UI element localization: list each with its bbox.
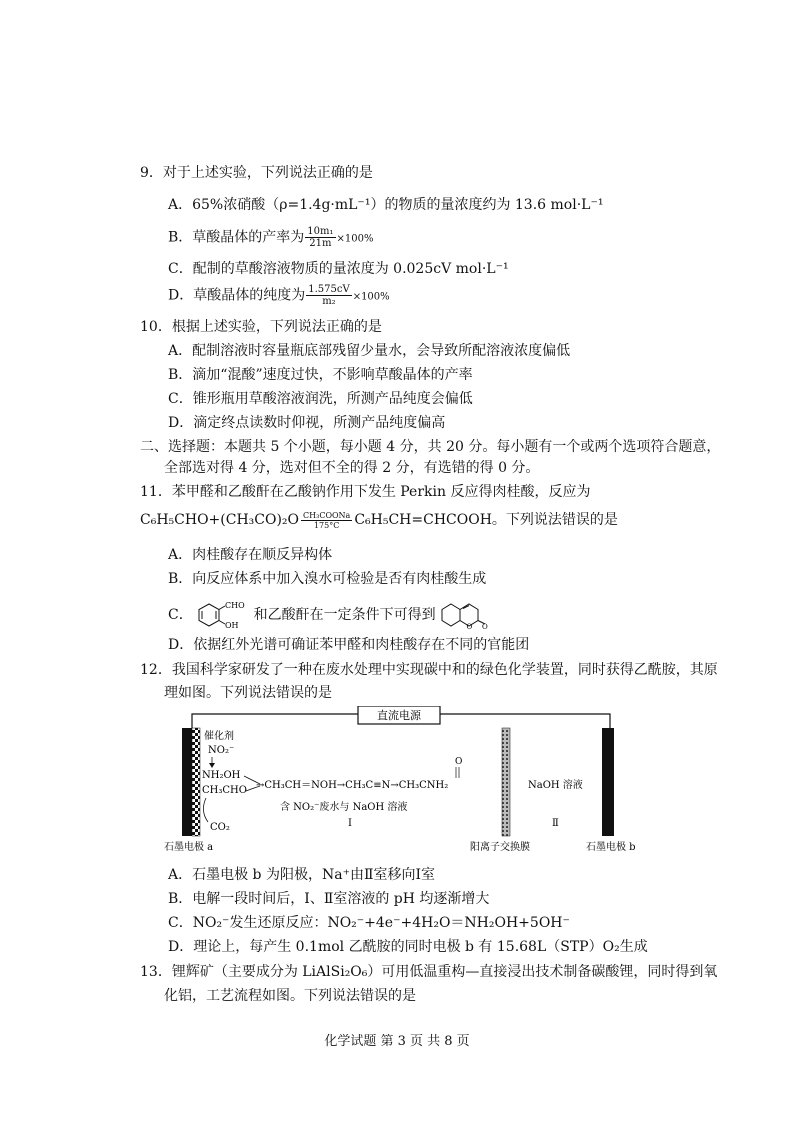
- q9-option-b-denominator: 21m: [309, 238, 332, 249]
- q9-option-d-fraction: [306, 284, 351, 307]
- membrane-label: 阳离子交换膜: [470, 842, 530, 853]
- cation-exchange-membrane: [502, 728, 510, 836]
- q9-option-a: A．65%浓硝酸（ρ=1.4g·mL⁻¹）的物质的量浓度约为 13.6 mol·L⁻¹: [168, 197, 604, 213]
- dc-power-label: 直流电源: [377, 709, 421, 722]
- q9-option-b-numerator: 10m₁: [307, 226, 334, 237]
- nitrite-label: NO₂⁻: [208, 745, 235, 756]
- catalyst-label: 催化剂: [204, 731, 234, 742]
- coumarin-benzene-ring: [442, 604, 460, 626]
- q12-option-a: A．石墨电极 b 为阳极，Na⁺由Ⅱ室移向Ⅰ室: [168, 867, 436, 883]
- q11-option-c: [168, 600, 488, 630]
- wire-left: [192, 714, 358, 728]
- q9-option-d-text: D．草酸晶体的纯度为: [168, 287, 306, 304]
- q11-catalyst: CH₃COONa: [303, 510, 351, 520]
- q11-option-c-label: C．: [168, 607, 193, 623]
- catalyst-layer: [192, 728, 200, 836]
- q12-option-b: B．电解一段时间后，Ⅰ、Ⅱ室溶液的 pH 均逐渐增大: [168, 891, 490, 907]
- q9-option-c: C．配制的草酸溶液物质的量浓度为 0.025cV mol·L⁻¹: [168, 261, 509, 277]
- section2-heading: 二、选择题：本题共 5 个小题，每小题 4 分，共 20 分。每小题有一个或两个选项符合题意，: [140, 439, 721, 455]
- q10-option-c: C．锥形瓶用草酸溶液润洗，所测产品纯度会偏低: [168, 391, 473, 407]
- q12-stem-cont: 理如图。下列说法错误的是: [164, 685, 332, 701]
- naoh-solution-label: NaOH 溶液: [528, 780, 583, 791]
- nitrite-arrowhead: [209, 763, 215, 768]
- q10-option-d: D．滴定终点读数时仰视，所测产品纯度偏高: [168, 415, 446, 431]
- chamber-2-label: Ⅱ: [552, 818, 559, 829]
- page-footer: 化学试题 第 3 页 共 8 页: [324, 1034, 470, 1049]
- q12-option-c: C．NO₂⁻发生还原反应：NO₂⁻+4e⁻+4H₂O＝NH₂OH+5OH⁻: [168, 915, 570, 931]
- q9-option-d: [168, 284, 390, 308]
- q9-option-b-text: B．草酸晶体的产率为: [168, 229, 305, 246]
- q12-stem: 12．我国科学家研发了一种在废水处理中实现碳中和的绿色化学装置，同时获得乙酰胺，其原: [140, 662, 718, 678]
- q11-option-c-text: 和乙酸酐在一定条件下可得到: [253, 607, 436, 623]
- q9-option-b-percent: ×100%: [336, 233, 374, 245]
- electrolysis-diagram: [150, 706, 650, 856]
- section2-heading-cont: 全部选对得 4 分，选对但不全的得 2 分，有选错的得 0 分。: [164, 460, 540, 476]
- q11-reactants: C₆H₅CHO+(CH₃CO)₂O: [140, 512, 300, 528]
- q9-option-b: [168, 226, 373, 250]
- q13-stem: 13．锂辉矿（主要成分为 LiAlSi₂O₆）可用低温重构—直接浸出技术制备碳酸锂，同时得到氧: [140, 964, 718, 980]
- q13-stem-cont: 化铝，工艺流程如图。下列说法错误的是: [164, 988, 416, 1004]
- co2-arrow: [203, 798, 208, 822]
- q9-option-d-numerator: 1.575cV: [308, 284, 350, 295]
- electrode-b: [602, 728, 614, 836]
- q11-temperature: 175°C: [313, 520, 340, 530]
- q11-stem: 11．苯甲醛和乙酸酐在乙酸钠作用下发生 Perkin 反应得肉桂酸，反应为: [140, 484, 591, 500]
- hydroxylamine-label: NH₂OH: [202, 770, 241, 781]
- co2-label: CO₂: [210, 822, 230, 833]
- q9-option-b-fraction: [305, 226, 335, 249]
- q11-option-b: B．向反应体系中加入溴水可检验是否有肉桂酸生成: [168, 571, 487, 587]
- salicylaldehyde-structure: [197, 600, 249, 630]
- electrode-a-label: 石墨电极 a: [164, 842, 214, 853]
- q10-option-a: A．配制溶液时容量瓶底部残留少量水，会导致所配溶液浓度偏低: [168, 343, 571, 359]
- ring-oxygen-label: O: [466, 623, 473, 630]
- oh-label: OH: [225, 621, 239, 630]
- q10-option-b: B．滴加“混酸”速度过快，不影响草酸晶体的产率: [168, 367, 473, 383]
- chamber-1-label: Ⅰ: [348, 818, 352, 829]
- wastewater-label: 含 NO₂⁻废水与 NaOH 溶液: [280, 802, 408, 813]
- q11-reaction-arrow: [301, 511, 352, 530]
- cho-label: CHO: [225, 601, 245, 610]
- q11-product: C₆H₅CH=CHCOOH。下列说法错误的是: [354, 512, 618, 528]
- q9-option-d-percent: ×100%: [352, 291, 390, 303]
- q11-option-d: D．依据红外光谱可确证苯甲醛和肉桂酸存在不同的官能团: [168, 637, 530, 653]
- reaction-chain: →CH₃CH＝NOH→CH₃C≡N→CH₃CNH₂: [256, 780, 449, 791]
- q11-equation: [140, 510, 618, 530]
- carbonyl-oxygen-label: O: [482, 623, 488, 630]
- electrode-a: [182, 728, 192, 836]
- acetaldehyde-label: CH₃CHO: [202, 785, 247, 796]
- coumarin-structure: [440, 600, 488, 630]
- q12-option-d: D．理论上，每产生 0.1mol 乙酰胺的同时电极 b 有 15.68L（STP）O₂生成: [168, 939, 648, 955]
- q10-stem: 10．根据上述实验，下列说法正确的是: [140, 319, 382, 335]
- wire-right: [440, 714, 610, 728]
- acetamide-carbonyl-o: O: [455, 757, 463, 767]
- q9-option-d-denominator: m₂: [322, 296, 336, 307]
- q11-option-a: A．肉桂酸存在顺反异构体: [168, 547, 333, 563]
- q9-stem: 9．对于上述实验，下列说法正确的是: [140, 165, 373, 181]
- electrode-b-label: 石墨电极 b: [586, 842, 636, 853]
